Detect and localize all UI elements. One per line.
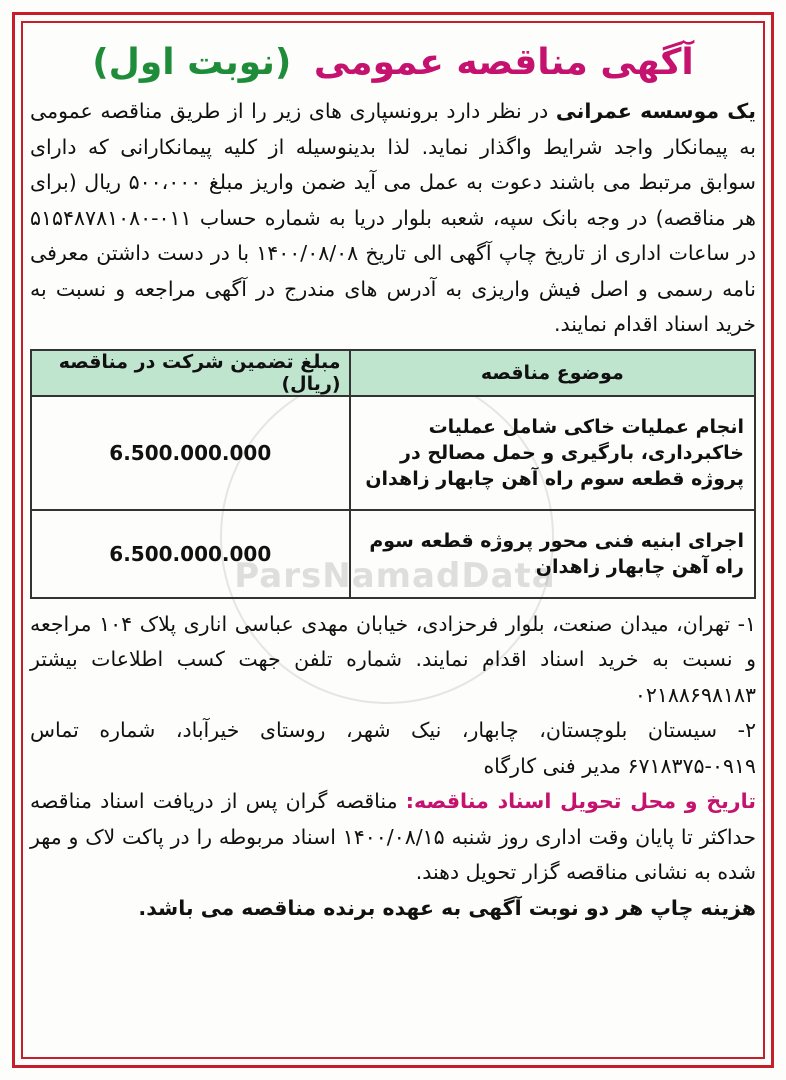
tender-subject: اجرای ابنیه فنی محور پروژه قطعه سوم راه آهن چابهار زاهدان [350, 510, 755, 598]
notice-content [30, 40, 756, 926]
intro-text: در نظر دارد برونسپاری های زیر را از طریق مناقصه عمومی به پیمانکار واجد شرایط واگذار نماید. لذا بدینوسیله از کلیه پیمانکارانی که دارای سوابق مرتبط می باشند دعوت به عمل می آید ضمن واریز مبلغ ۵۰۰،۰۰۰ ریال (برای هر مناقصه) در وجه بانک سپه، شعبه بلوار دریا به شماره حساب ۰۱۱-۵۱۵۴۸۷۸۱۰۸۰ در ساعات اداری از تاریخ چاپ آگهی الی تاریخ ۱۴۰۰/۰۸/۰۸ با در دست داشتن معرفی نامه رسمی و اصل فیش واریزی به آدرس های مندرج در آگهی مراجعه و نسبت به خرید اسناد اقدام نمایند. [30, 99, 756, 336]
address-sistan: ۲- سیستان بلوچستان، چابهار، نیک شهر، روستای خیرآباد، شماره تماس ۰۹۱۹-۶۷۱۸۳۷۵ مدیر فنی کارگاه [30, 718, 756, 778]
delivery-label: تاریخ و محل تحویل اسناد مناقصه: [405, 789, 756, 813]
header-amount: مبلغ تضمین شرکت در مناقصه (ریال) [31, 350, 350, 396]
address-tehran: ۱- تهران، میدان صنعت، بلوار فرحزادی، خیابان مهدی عباسی اناری پلاک ۱۰۴ مراجعه و نسبت به خرید اسناد اقدام نمایند. شماره تلفن جهت کسب اطلاعات بیشتر ۰۲۱۸۸۶۹۸۱۸۳ [30, 611, 757, 707]
watermark-text: ParsNamadData [234, 556, 556, 596]
delivery-paragraph [30, 784, 756, 891]
footer-note: هزینه چاپ هر دو نوبت آگهی به عهده برنده مناقصه می باشد. [138, 895, 756, 920]
delivery-text: مناقصه گران پس از دریافت اسناد مناقصه حداکثر تا پایان وقت اداری روز شنبه ۱۴۰۰/۰۸/۱۵ اسناد مربوطه را در پاکت لاک و مهر شده به نشانی مناقصه گزار تحویل دهند. [30, 789, 756, 884]
title-main: آگهی مناقصه عمومی [313, 42, 694, 83]
table-header-row [31, 350, 755, 396]
organization-name: یک موسسه عمرانی [555, 99, 756, 123]
tender-subject: انجام عملیات خاکی شامل عملیات خاکبرداری، بارگیری و حمل مصالح در پروژه قطعه سوم راه آهن چابهار زاهدان [350, 396, 755, 510]
intro-paragraph [30, 94, 756, 343]
tender-amount: 6.500.000.000 [31, 510, 350, 598]
header-subject: موضوع مناقصه [350, 350, 755, 396]
tender-table [30, 349, 756, 599]
tender-amount: 6.500.000.000 [31, 396, 350, 510]
table-row [31, 396, 755, 510]
title-round: (نوبت اول) [92, 42, 292, 83]
table-row [31, 510, 755, 598]
notice-title [30, 40, 756, 86]
